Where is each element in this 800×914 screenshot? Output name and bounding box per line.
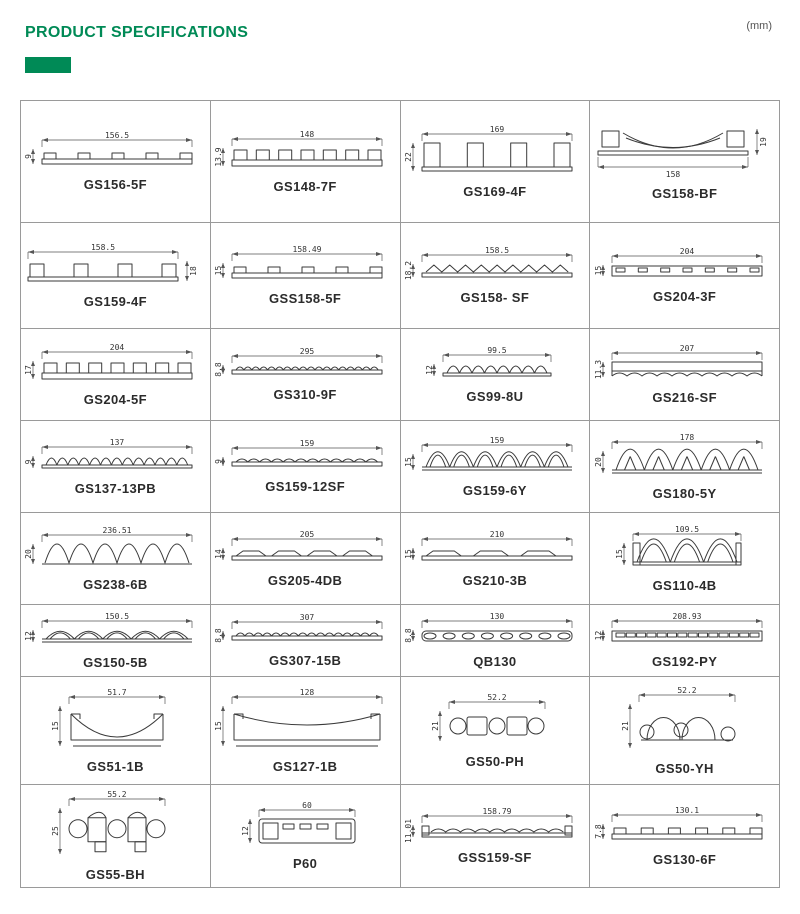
product-code: GS238-6B xyxy=(83,576,148,592)
svg-text:169: 169 xyxy=(489,124,505,134)
svg-text:8.8: 8.8 xyxy=(403,628,413,643)
svg-text:25: 25 xyxy=(51,826,61,836)
spec-cell xyxy=(211,785,401,888)
spec-cell xyxy=(401,605,591,677)
svg-text:22: 22 xyxy=(403,151,413,162)
spec-cell xyxy=(590,223,780,329)
svg-text:15: 15 xyxy=(614,548,624,559)
profile-drawing xyxy=(21,438,211,478)
svg-text:12: 12 xyxy=(241,826,251,836)
spec-cell xyxy=(21,101,211,223)
product-code: GS169-4F xyxy=(463,183,527,199)
accent-block xyxy=(25,57,71,73)
product-code: GS216-SF xyxy=(652,390,717,405)
profile-drawing xyxy=(401,807,591,847)
spec-cell xyxy=(211,223,401,329)
svg-text:295: 295 xyxy=(299,347,315,356)
product-code: GS192-PY xyxy=(651,654,718,669)
profile-drawing xyxy=(21,526,211,574)
product-code: GS204-3F xyxy=(653,289,717,304)
product-code: GS130-6F xyxy=(653,851,717,867)
svg-text:14: 14 xyxy=(214,548,224,559)
svg-text:204: 204 xyxy=(679,247,694,256)
svg-text:158.49: 158.49 xyxy=(292,245,322,254)
product-code: GS210-3B xyxy=(462,572,528,588)
svg-text:236.51: 236.51 xyxy=(102,525,132,535)
svg-text:55.2: 55.2 xyxy=(107,790,128,799)
svg-text:19: 19 xyxy=(758,136,768,147)
svg-text:15: 15 xyxy=(214,720,224,731)
profile-drawing xyxy=(590,806,780,849)
product-code: GS110-4B xyxy=(652,577,717,593)
product-code: GS50-PH xyxy=(465,753,525,769)
svg-text:21: 21 xyxy=(620,720,630,731)
spec-cell xyxy=(590,421,780,513)
svg-text:12: 12 xyxy=(424,364,434,375)
product-code: GS159-4F xyxy=(83,293,147,309)
svg-text:17: 17 xyxy=(24,364,34,375)
unit-label: (mm) xyxy=(746,20,772,32)
product-code: GS307-15B xyxy=(269,653,342,668)
spec-cell xyxy=(21,421,211,513)
profile-drawing xyxy=(425,693,565,751)
spec-cell xyxy=(211,677,401,785)
product-code: GS310-9F xyxy=(273,387,337,402)
product-code: GS127-1B xyxy=(272,758,338,774)
profile-drawing xyxy=(211,347,401,384)
svg-text:109.5: 109.5 xyxy=(674,524,699,534)
svg-text:158.5: 158.5 xyxy=(484,246,509,255)
profile-drawing xyxy=(401,530,591,570)
profile-drawing xyxy=(419,346,571,386)
svg-text:11.01: 11.01 xyxy=(403,818,413,844)
svg-text:18.2: 18.2 xyxy=(403,260,413,281)
profile-drawing xyxy=(401,125,591,181)
profile-drawing xyxy=(401,436,591,480)
svg-text:8.8: 8.8 xyxy=(214,362,224,377)
spec-cell xyxy=(590,513,780,605)
product-code: GS204-5F xyxy=(83,391,147,407)
profile-drawing xyxy=(235,801,375,853)
spec-cell xyxy=(401,329,591,421)
profile-drawing xyxy=(590,123,780,183)
product-code: GS137-13PB xyxy=(74,480,157,496)
profile-drawing xyxy=(590,433,780,483)
svg-text:8.8: 8.8 xyxy=(214,628,224,643)
svg-text:204: 204 xyxy=(110,342,125,352)
svg-text:156.5: 156.5 xyxy=(105,131,130,140)
svg-text:15: 15 xyxy=(593,265,603,276)
svg-text:159: 159 xyxy=(299,439,315,448)
svg-text:137: 137 xyxy=(110,437,125,447)
profile-drawing xyxy=(590,344,780,387)
spec-cell xyxy=(590,605,780,677)
product-code: GSS158-5F xyxy=(269,291,342,306)
spec-cell xyxy=(401,421,591,513)
profile-drawing xyxy=(211,130,401,176)
product-code: P60 xyxy=(292,856,318,871)
svg-text:158: 158 xyxy=(665,169,680,179)
svg-text:60: 60 xyxy=(302,801,312,810)
product-code: GSS159-SF xyxy=(458,850,532,865)
svg-text:15: 15 xyxy=(403,548,413,559)
product-code: GS50-YH xyxy=(655,760,714,776)
svg-text:205: 205 xyxy=(299,529,315,539)
product-code: GS156-5F xyxy=(83,177,147,192)
product-code: GS148-7F xyxy=(273,178,337,194)
profile-drawing xyxy=(211,613,401,650)
product-code: GS205-4DB xyxy=(267,572,343,588)
profile-drawing xyxy=(211,530,401,570)
product-code: GS159-6Y xyxy=(462,482,527,498)
profile-drawing xyxy=(211,439,401,476)
profile-drawing xyxy=(615,686,755,758)
svg-text:128: 128 xyxy=(299,687,315,697)
spec-cell xyxy=(401,785,591,888)
spec-cell xyxy=(401,513,591,605)
product-code: GS180-5Y xyxy=(652,485,717,501)
svg-text:9: 9 xyxy=(214,459,224,464)
svg-text:52.2: 52.2 xyxy=(676,685,697,695)
profile-drawing xyxy=(609,525,761,575)
svg-text:208.93: 208.93 xyxy=(672,612,702,621)
svg-text:20: 20 xyxy=(24,548,34,559)
spec-cell xyxy=(401,223,591,329)
svg-text:15: 15 xyxy=(51,720,61,731)
product-code: GS158-BF xyxy=(651,185,718,201)
product-code: GS51-1B xyxy=(86,758,144,774)
svg-text:158.79: 158.79 xyxy=(482,807,512,816)
spec-cell xyxy=(211,101,401,223)
svg-text:130: 130 xyxy=(489,612,505,621)
profile-drawing xyxy=(401,246,591,287)
spec-cell xyxy=(401,101,591,223)
profile-drawing xyxy=(590,247,780,286)
svg-text:207: 207 xyxy=(679,344,694,353)
page-title: PRODUCT SPECIFICATIONS xyxy=(25,24,249,41)
svg-text:20: 20 xyxy=(593,456,603,467)
spec-cell xyxy=(211,329,401,421)
svg-text:148: 148 xyxy=(299,129,315,139)
svg-text:12: 12 xyxy=(24,630,34,641)
spec-cell xyxy=(21,677,211,785)
profile-drawing xyxy=(211,688,401,756)
profile-drawing xyxy=(45,790,185,864)
svg-text:51.7: 51.7 xyxy=(107,687,128,697)
svg-text:210: 210 xyxy=(489,529,505,539)
spec-cell xyxy=(590,101,780,223)
spec-cell xyxy=(21,785,211,888)
svg-text:18: 18 xyxy=(189,265,199,276)
product-code: GS150-5B xyxy=(83,654,148,670)
svg-text:159: 159 xyxy=(489,435,505,445)
profile-drawing xyxy=(45,688,185,756)
spec-cell xyxy=(211,605,401,677)
svg-text:150.5: 150.5 xyxy=(105,611,130,621)
profile-drawing xyxy=(21,343,211,389)
profile-drawing xyxy=(21,131,211,174)
product-code: GS159-12SF xyxy=(265,479,346,494)
svg-text:130.1: 130.1 xyxy=(674,805,699,815)
svg-text:307: 307 xyxy=(299,613,315,622)
svg-text:21: 21 xyxy=(430,720,440,731)
svg-text:158.5: 158.5 xyxy=(91,242,116,252)
spec-cell xyxy=(590,677,780,785)
svg-text:9: 9 xyxy=(24,459,34,464)
svg-text:15: 15 xyxy=(214,265,224,276)
svg-text:11.3: 11.3 xyxy=(593,359,603,380)
profile-drawing xyxy=(21,612,211,652)
spec-cell xyxy=(211,513,401,605)
svg-text:12: 12 xyxy=(593,630,603,641)
spec-cell xyxy=(21,513,211,605)
profile-drawing xyxy=(590,612,780,651)
svg-text:15: 15 xyxy=(403,456,413,467)
spec-cell xyxy=(21,223,211,329)
spec-cell xyxy=(211,421,401,513)
spec-cell xyxy=(21,605,211,677)
product-code: GS158- SF xyxy=(460,290,530,305)
page-header xyxy=(0,0,800,73)
svg-text:52.2: 52.2 xyxy=(487,692,507,702)
profile-drawing xyxy=(21,243,211,291)
spec-cell xyxy=(21,329,211,421)
product-code: QB130 xyxy=(473,654,517,669)
svg-text:13.9: 13.9 xyxy=(214,146,224,167)
svg-text:178: 178 xyxy=(679,432,694,442)
spec-grid xyxy=(20,100,780,888)
spec-cell xyxy=(590,329,780,421)
product-code: GS99-8U xyxy=(466,388,524,404)
spec-cell xyxy=(590,785,780,888)
product-code: GS55-BH xyxy=(85,867,145,882)
spec-cell xyxy=(401,677,591,785)
svg-text:9: 9 xyxy=(24,154,34,159)
svg-text:7.8: 7.8 xyxy=(593,823,603,839)
profile-drawing xyxy=(401,612,591,651)
svg-text:99.5: 99.5 xyxy=(487,345,507,355)
profile-drawing xyxy=(211,245,401,288)
